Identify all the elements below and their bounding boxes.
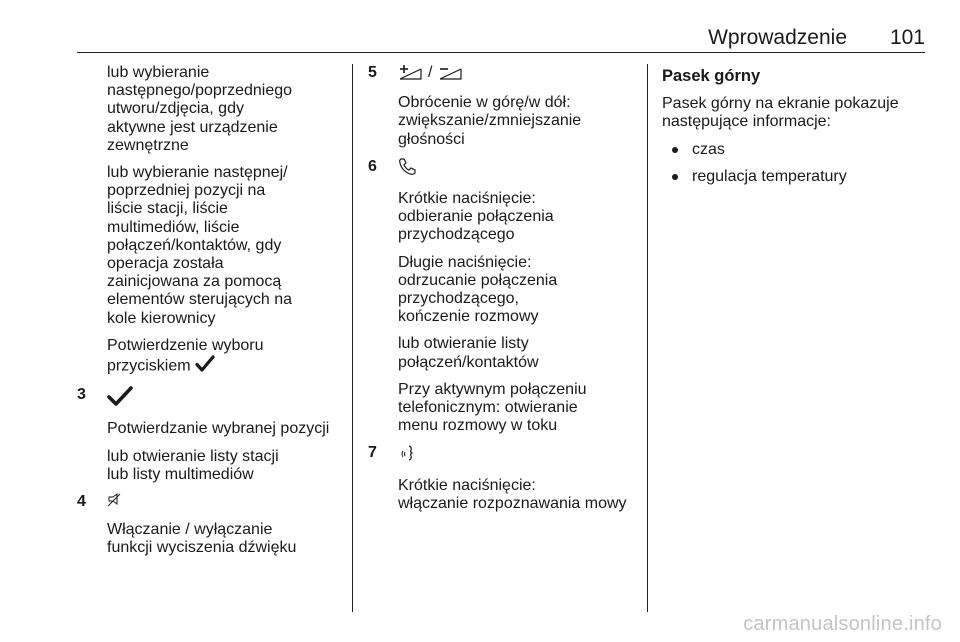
checkmark-icon [195,355,215,377]
page-number: 101 [889,26,925,49]
section-title: Wprowadzenie [708,26,847,49]
column-2 [368,64,640,522]
paragraph: Przy aktywnym połączeniu telefonicznym: otwieranie menu rozmowy w toku [398,380,587,435]
paragraph: lub otwieranie listy połączeń/kontaktów [398,335,539,371]
paragraph: lub wybieranie następnego/poprzedniego utworu/zdjęcia, gdy aktywne jest urządzenie zewnętrzne [107,64,293,154]
page-header [77,26,925,53]
paragraph: Pasek górny na ekranie pokazuje następujące informacje: [662,95,899,131]
paragraph: Krótkie naciśnięcie: odbieranie połączenia przychodzącego [398,190,554,244]
item-5 [368,64,640,85]
item-number: 6 [368,157,377,175]
item-4 [77,493,349,512]
paragraph: Potwierdzanie wybranej pozycji [107,420,330,438]
separator: / [428,64,433,81]
item-number: 7 [368,444,377,462]
list-item: czas [662,141,932,159]
column-1 [77,64,349,567]
item-number: 4 [77,493,86,511]
checkmark-icon [107,386,133,411]
paragraph: Długie naciśnięcie: odrzucanie połączenia przychodzącego, kończenie rozmowy [398,253,558,326]
paragraph: Włączanie / wyłączanie funkcji wyciszenia dźwięku [107,521,297,557]
watermark: carmanualsonline.info [743,613,942,635]
item-number: 5 [368,64,377,81]
column-divider [647,64,648,612]
paragraph-text: Potwierdzenie wyboru przyciskiem [107,336,264,375]
column-divider [352,64,353,612]
paragraph: Obrócenie w górę/w dół: zwiększanie/zmniejszanie głośności [398,94,582,148]
volume-up-icon [398,64,422,85]
phone-icon [398,158,416,181]
bullet-list [662,141,932,186]
item-6 [368,158,640,181]
paragraph [107,337,349,377]
item-number: 3 [77,386,86,404]
column-3 [662,64,932,195]
paragraph: lub wybieranie następnej/ poprzedniej pozycji na liście stacji, liście multimediów, liście połączeń/kontaktów, gdy operacja została zainicjowana za pomocą elementów sterujących na kole kierownicy [107,164,292,327]
paragraph: Krótkie naciśnięcie: włączanie rozpoznawania mowy [398,476,627,512]
list-item: regulacja temperatury [662,168,932,186]
voice-recognition-icon [398,444,416,467]
volume-down-icon [438,64,462,85]
paragraph: lub otwieranie listy stacji lub listy multimediów [107,447,279,483]
section-heading: Pasek górny [662,67,761,85]
mute-icon [107,493,121,512]
item-3 [77,386,349,411]
item-7 [368,444,640,467]
